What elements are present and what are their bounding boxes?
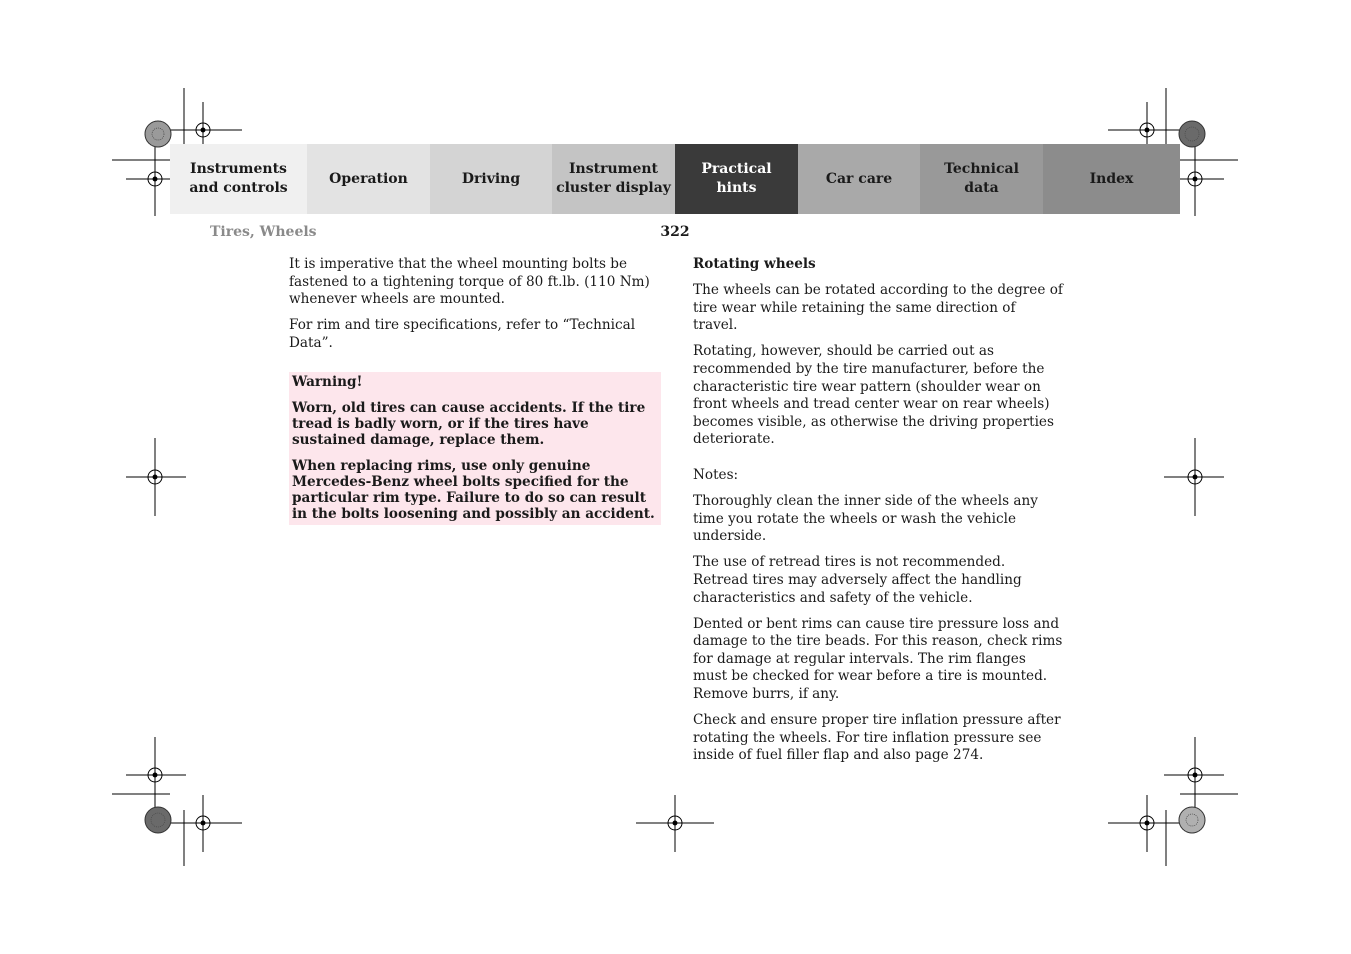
tab-technical-data[interactable]: Technical data bbox=[920, 144, 1043, 214]
tab-index[interactable]: Index bbox=[1043, 144, 1180, 214]
notes-label: Notes: bbox=[693, 466, 739, 483]
tab-instruments-and-controls[interactable]: Instruments and controls bbox=[170, 144, 307, 214]
chapter-nav bbox=[170, 144, 1180, 214]
rotating-paragraph-2: Rotating, however, should be carried out as recommended by the tire manufacturer, before the characteristic tire wear pattern (shoulder wear on front wheels and tread center wear on rear wheels) becomes visible, as otherwise the driving properties deteriorate. bbox=[693, 343, 1054, 448]
warning-worn-tires: Worn, old tires can cause accidents. If the tire tread is badly worn, or if the tires have sustained damage, replace them. bbox=[292, 400, 646, 449]
rotating-paragraph-1: The wheels can be rotated according to the degree of tire wear while retaining the same direction of travel. bbox=[693, 282, 1063, 334]
bolt-torque-paragraph: It is imperative that the wheel mounting bolts be fastened to a tightening torque of 80 ft.lb. (110 Nm) whenever wheels are mounted. bbox=[289, 256, 650, 308]
tab-practical-hints[interactable]: Practical hints bbox=[675, 144, 798, 214]
note-clean-wheels: Thoroughly clean the inner side of the wheels any time you rotate the wheels or wash the vehicle underside. bbox=[693, 493, 1038, 545]
warning-box bbox=[289, 372, 661, 525]
tab-instrument-cluster-display[interactable]: Instrument cluster display bbox=[552, 144, 675, 214]
rotating-wheels-heading: Rotating wheels bbox=[693, 256, 816, 272]
left-column bbox=[289, 256, 661, 525]
tab-car-care[interactable]: Car care bbox=[798, 144, 920, 214]
tab-driving[interactable]: Driving bbox=[430, 144, 552, 214]
section-title: Tires, Wheels bbox=[210, 224, 317, 240]
specifications-paragraph: For rim and tire specifications, refer to “Technical Data”. bbox=[289, 317, 636, 351]
right-column bbox=[693, 256, 1063, 773]
warning-title: Warning! bbox=[292, 374, 363, 391]
warning-wheel-bolts: When replacing rims, use only genuine Mercedes-Benz wheel bolts specified for the particular rim type. Failure to do so can result in the bolts loosening and possibly an accident. bbox=[292, 458, 655, 523]
note-retread-tires: The use of retread tires is not recommended. Retread tires may adversely affect the handling characteristics and safety of the vehicle. bbox=[693, 554, 1022, 606]
page-number: 322 bbox=[660, 224, 690, 240]
tab-operation[interactable]: Operation bbox=[307, 144, 430, 214]
note-inflation-pressure: Check and ensure proper tire inflation pressure after rotating the wheels. For tire inflation pressure see inside of fuel filler flap and also page 274. bbox=[693, 712, 1061, 764]
note-dented-rims: Dented or bent rims can cause tire pressure loss and damage to the tire beads. For this reason, check rims for damage at regular intervals. The rim flanges must be checked for wear before a tire is mounted. Remove burrs, if any. bbox=[693, 615, 1063, 702]
